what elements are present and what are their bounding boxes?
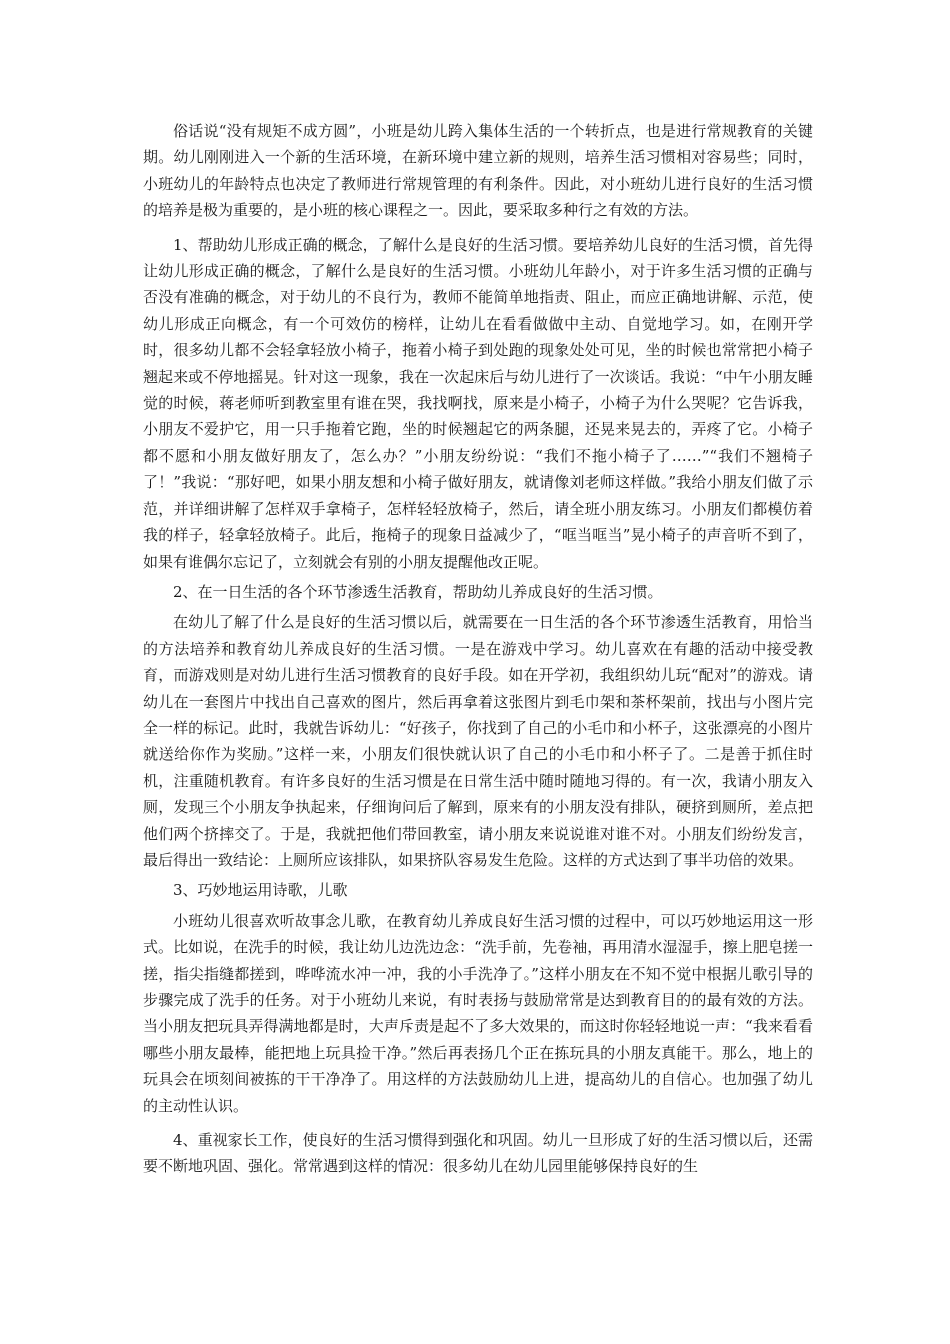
section-3-paragraph: 小班幼儿很喜欢听故事念儿歌，在教育幼儿养成良好生活习惯的过程中，可以巧妙地运用这一形式。比如说，在洗手的时候，我让幼儿边洗边念：“洗手前，先卷袖，再用清水湿湿手，擦上肥皂搓一搓，指尖指缝都搓到，哗哗流水冲一冲，我的小手洗净了。”这样小朋友在不知不觉中根据儿歌引导的步骤完成了洗手的任务。对于小班幼儿来说，有时表扬与鼓励常常是达到教育目的的最有效的方法。当小朋友把玩具弄得满地都是时，大声斥责是起不了多大效果的，而这时你轻轻地说一声：“我来看看哪些小朋友最棒，能把地上玩具捡干净。”然后再表扬几个正在拣玩具的小朋友真能干。那么，地上的玩具会在顷刻间被拣的干干净净了。用这样的方法鼓励幼儿上进，提高幼儿的自信心。也加强了幼儿的主动性认识。 bbox=[143, 911, 813, 1115]
section-2-heading: 2、在一日生活的各个环节渗透生活教育，帮助幼儿养成良好的生活习惯。 bbox=[173, 582, 663, 601]
section-4-paragraph: 4、重视家长工作，使良好的生活习惯得到强化和巩固。幼儿一旦形成了好的生活习惯以后，还需要不断地巩固、强化。常常遇到这样的情况：很多幼儿在幼儿园里能够保持良好的生 bbox=[143, 1131, 813, 1176]
section-1-paragraph: 1、帮助幼儿形成正确的概念，了解什么是良好的生活习惯。要培养幼儿良好的生活习惯，首先得让幼儿形成正确的概念，了解什么是良好的生活习惯。小班幼儿年龄小，对于许多生活习惯的正确与否没有准确的概念，对于幼儿的不良行为，教师不能简单地指责、阻止，而应正确地讲解、示范，使幼儿形成正向概念，有一个可效仿的榜样，让幼儿在看看做做中主动、自觉地学习。如，在刚开学时，很多幼儿都不会轻拿轻放小椅子，拖着小椅子到处跑的现象处处可见，坐的时候也常常把小椅子翘起来或不停地摇晃。针对这一现象，我在一次起床后与幼儿进行了一次谈话。我说：“中午小朋友睡觉的时候，蒋老师听到教室里有谁在哭，我找啊找，原来是小椅子，小椅子为什么哭呢？它告诉我，小朋友不爱护它，用一只手拖着它跑，坐的时候翘起它的两条腿，还晃来晃去的，弄疼了它。小椅子都不愿和小朋友做好朋友了，怎么办？”小朋友纷纷说：“我们不拖小椅子了……”“我们不翘椅子了！”我说：“那好吧，如果小朋友想和小椅子做好朋友，就请像刘老师这样做。”我给小朋友们做了示范，并详细讲解了怎样双手拿椅子，怎样轻轻放椅子，然后，请全班小朋友练习。小朋友们都模仿着我的样子，轻拿轻放椅子。此后，拖椅子的现象日益减少了，“哐当哐当”晃小椅子的声音听不到了，如果有谁偶尔忘记了，立刻就会有别的小朋友提醒他改正呢。 bbox=[143, 235, 813, 571]
section-2-paragraph: 在幼儿了解了什么是良好的生活习惯以后，就需要在一日生活的各个环节渗透生活教育，用恰当的方法培养和教育幼儿养成良好的生活习惯。一是在游戏中学习。幼儿喜欢在有趣的活动中接受教育，而游戏则是对幼儿进行生活习惯教育的良好手段。如在开学初，我组织幼儿玩“配对”的游戏。请幼儿在一套图片中找出自己喜欢的图片，然后再拿着这张图片到毛巾架和茶杯架前，找出与小图片完全一样的标记。此时，我就告诉幼儿：“好孩子，你找到了自己的小毛巾和小杯子，这张漂亮的小图片就送给你作为奖励。”这样一来，小朋友们很快就认识了自己的小毛巾和小杯子了。二是善于抓住时机，注重随机教育。有许多良好的生活习惯是在日常生活中随时随地习得的。有一次，我请小朋友入厕，发现三个小朋友争执起来，仔细询问后了解到，原来有的小朋友没有排队，硬挤到厕所，差点把他们两个挤摔交了。于是，我就把他们带回教室，请小朋友来说说谁对谁不对。小朋友们纷纷发言，最后得出一致结论：上厕所应该排队，如果挤队容易发生危险。这样的方式达到了事半功倍的效果。 bbox=[143, 613, 813, 869]
document-page bbox=[143, 118, 813, 1180]
section-3-heading: 3、巧妙地运用诗歌，儿歌 bbox=[173, 881, 348, 900]
intro-paragraph: 俗话说“没有规矩不成方圆”，小班是幼儿跨入集体生活的一个转折点，也是进行常规教育的关键期。幼儿刚刚进入一个新的生活环境，在新环境中建立新的规则，培养生活习惯相对容易些；同时，小班幼儿的年龄特点也决定了教师进行常规管理的有利条件。因此，对小班幼儿进行良好的生活习惯的培养是极为重要的，是小班的核心课程之一。因此，要采取多种行之有效的方法。 bbox=[143, 122, 813, 220]
